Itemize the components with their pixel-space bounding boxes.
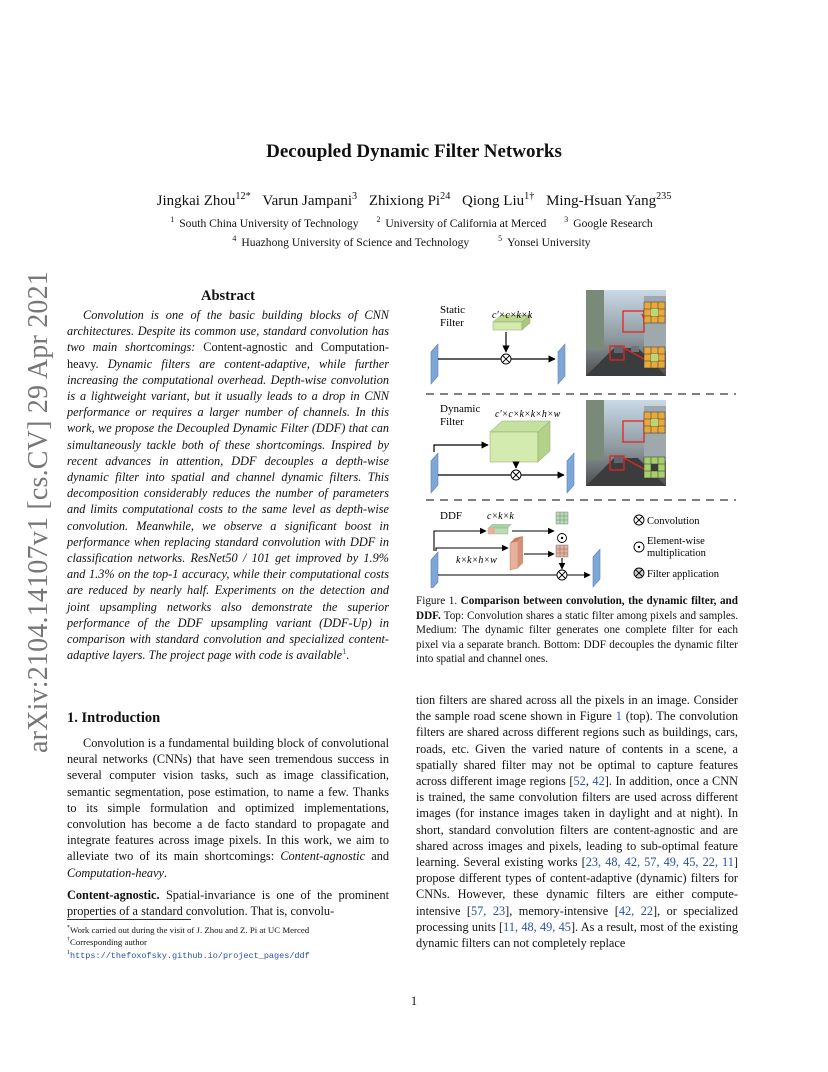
spatial-filter-grid <box>556 545 568 557</box>
static-filter-label: Filter <box>440 317 464 329</box>
ddf-label: DDF <box>440 510 463 522</box>
filter-application-icon <box>511 470 521 480</box>
citation[interactable]: 42 <box>592 774 605 789</box>
affiliation: $^2$ University of California at Merced <box>376 215 547 230</box>
output-feature-map <box>567 453 574 493</box>
channel-filter-grid <box>556 512 568 524</box>
legend-elementwise: Element-wise <box>647 536 705 547</box>
citation[interactable]: 57, 23 <box>470 903 506 918</box>
input-feature-map <box>431 344 438 384</box>
road-scene-image <box>586 400 666 486</box>
author: Qiong Liu$^{1\dagger}$ <box>462 191 535 209</box>
branch-arrow <box>434 445 488 452</box>
section-heading-introduction: 1. Introduction <box>67 710 161 726</box>
abstract-body: Convolution is one of the basic building blocks of CNN architectures. Despite its common use, standard convolution has two main shortcomings: Content-agnostic and Computation-heavy. Dynamic filters are content-adaptive, while further increasing the computational overhead. Depth-wise convolution is a lightweight variant, but it usually leads to a drop in CNN performance or requires a larger number of channels. In this work, we propose the Decoupled Dynamic Filter (DDF) that can simultaneously tackle both of these shortcomings. Inspired by recent advances in attention, DDF decouples a depth-wise dynamic filter into spatial and channel dynamic filters. This decomposition considerably reduces the number of parameters and limits computational costs to the same level as depth-wise convolution. Meanwhile, we observe a significant boost in performance when replacing standard convolution with DDF in classification networks. ResNet50 / 101 get improved by 1.9% and 1.3% on the top-1 accuracy, while their computational costs are reduced by nearly half. Experiments on the detection and joint upsampling networks also demonstrate the superior performance of the DDF upsampling variant (DDF-Up) in comparison with standard convolution and specialized content-adaptive layers. The project page with code is available$^1$. <box>67 308 390 663</box>
elementwise-multiply-icon <box>558 534 567 543</box>
affiliations-line-2 <box>0 236 828 249</box>
author: Varun Jampani$^3$ <box>262 191 358 209</box>
affiliation: $^5$ Yonsei University <box>498 234 591 249</box>
ddf-spatial-dims: k×k×h×w <box>456 555 497 566</box>
dynamic-filter-dims: c′×c×k×k×h×w <box>495 409 561 420</box>
affiliation: $^1$ South China University of Technology <box>170 215 359 230</box>
output-feature-map <box>558 344 565 384</box>
legend-elementwise: multiplication <box>647 548 706 559</box>
citation[interactable]: 11, 48, 49, 45 <box>503 919 571 934</box>
paper-title: Decoupled Dynamic Filter Networks <box>266 141 562 162</box>
arxiv-stamp: arXiv:2104.14107v1 [cs.CV] 29 Apr 2021 <box>23 270 54 753</box>
dynamic-filter-label: Filter <box>440 416 464 428</box>
static-filter-label: Static <box>440 304 466 316</box>
footnote-rule <box>67 919 191 920</box>
page-number: 1 <box>410 994 418 1008</box>
citation[interactable]: 42, 22 <box>618 903 653 918</box>
filter-grid-bottom <box>644 347 665 368</box>
spatial-filter-block <box>510 536 523 570</box>
filter-grid-top <box>644 302 665 323</box>
figure-caption: Figure 1. Comparison between convolution, the dynamic filter, and DDF. Top: Convolution shares a static filter among pixels and samples. Medium: The dynamic filter generates one complete filter for each pixel via a separate branch. Bottom: DDF decouples the dynamic filter into spatial and channel ones. <box>416 595 738 666</box>
author: Ming-Hsuan Yang$^{235}$ <box>546 191 672 209</box>
legend-filter-icon <box>634 568 644 578</box>
footnote: *Work carried out during the visit of J. Zhou and Z. Pi at UC Merced <box>67 925 310 935</box>
legend-convolution-icon <box>634 515 644 525</box>
input-feature-map <box>431 552 438 588</box>
legend-convolution: Convolution <box>647 516 700 527</box>
input-feature-map <box>431 453 438 493</box>
citation[interactable]: 52 <box>573 774 586 789</box>
affiliations-line-1 <box>0 217 828 230</box>
citation[interactable]: 23, 48, 42, 57, 49, 45, 22, 11 <box>585 855 734 870</box>
channel-filter-block <box>488 524 512 534</box>
ddf-channel-dims: c×k×k <box>487 511 514 522</box>
affiliation: $^3$ Google Research <box>564 215 653 230</box>
right-column-body: tion filters are shared across all the pixels in an image. Consider the sample road scene shown in Figure 1 (top). The convolution filters are shared across different regions such as buildings, cars, roads, etc. Given the varied nature of contents in a scene, a spatially shared filter may not be optimal to capture features across different image regions [52, 42]. In addition, once a CNN is trained, the same convolution filters are used across different images (for instance images taken in daylight and at night). In short, standard convolution filters are content-agnostic and are shared across images and pixels, leading to sub-optimal feature learning. Several existing works [23, 48, 42, 57, 49, 45, 22, 11] propose different types of content-adaptive (dynamic) filters for CNNs. However, these dynamic filters are either compute-intensive [57, 23], memory-intensive [42, 22], or specialized processing units [11, 48, 49, 45]. As a result, most of the existing dynamic filters can not completely replace <box>416 693 738 951</box>
legend-multiply-icon <box>634 542 644 552</box>
filter-application-icon <box>501 354 511 364</box>
static-filter-dims: c′×c×k×k <box>492 310 533 321</box>
affiliation: $^4$ Huazhong University of Science and Technology <box>232 234 470 249</box>
abstract-heading: Abstract <box>201 288 255 304</box>
footnote: †Corresponding author <box>67 937 147 947</box>
introduction-body: Convolution is a fundamental building block of convolutional neural networks (CNNs) that have seen tremendous success in several computer vision tasks, such as image classification, semantic segmentation, pose estimation, to name a few. Thanks to its simple formulation and optimized implementations, convolution has become a de facto standard to propagate and integrate features across image pixels. In this work, we aim to alleviate two of its main shortcomings: Content-agnostic and Computation-heavy. Content-agnostic. Spatial-invariance is one of the prominent properties of a standard convolution. That is, convolu- <box>67 736 390 919</box>
figure-ref[interactable]: 1 <box>615 709 622 724</box>
dynamic-filter-block <box>490 421 550 462</box>
road-scene-image <box>586 290 666 376</box>
branch-arrow <box>436 548 508 551</box>
dynamic-filter-label: Dynamic <box>440 403 481 415</box>
filter-application-icon <box>557 570 567 580</box>
author: Jingkai Zhou$^{12*}$ <box>156 191 251 209</box>
output-feature-map <box>593 549 600 587</box>
author: Zhixiong Pi$^{24}$ <box>368 191 451 209</box>
figure-1 <box>416 286 746 588</box>
author-list <box>0 193 828 210</box>
footnote-link[interactable]: $^1$https://thefoxofsky.github.io/project_pages/ddf <box>67 950 310 961</box>
legend-filter-application: Filter application <box>647 569 720 580</box>
